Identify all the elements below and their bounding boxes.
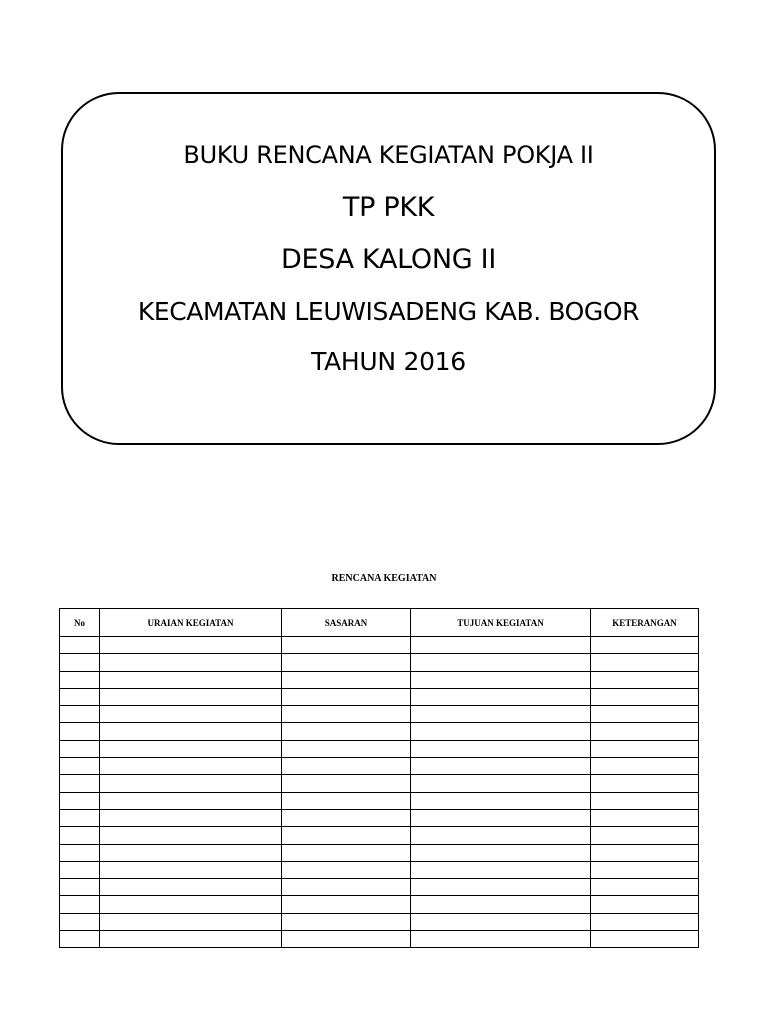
table-row bbox=[60, 775, 699, 792]
cell-target bbox=[282, 844, 411, 861]
cell-remarks bbox=[591, 931, 699, 948]
cell-activity-description bbox=[100, 775, 282, 792]
cell-activity-goal bbox=[411, 809, 591, 826]
header-remarks: KETERANGAN bbox=[591, 609, 699, 637]
cell-activity-description bbox=[100, 861, 282, 878]
cover-title-line-1: BUKU RENCANA KEGIATAN POKJA II bbox=[183, 141, 594, 169]
cover-title-box bbox=[61, 92, 716, 445]
cell-no bbox=[60, 688, 100, 705]
cell-target bbox=[282, 879, 411, 896]
cell-remarks bbox=[591, 861, 699, 878]
cell-activity-description bbox=[100, 758, 282, 775]
cell-no bbox=[60, 723, 100, 740]
table-row bbox=[60, 758, 699, 775]
cell-activity-description bbox=[100, 809, 282, 826]
cell-no bbox=[60, 827, 100, 844]
table-row bbox=[60, 706, 699, 723]
cell-target bbox=[282, 654, 411, 671]
cell-target bbox=[282, 896, 411, 913]
cell-no bbox=[60, 740, 100, 757]
table-row bbox=[60, 723, 699, 740]
cell-activity-description bbox=[100, 913, 282, 930]
cell-no bbox=[60, 861, 100, 878]
header-no: No bbox=[60, 609, 100, 637]
table-row bbox=[60, 671, 699, 688]
cell-remarks bbox=[591, 879, 699, 896]
table-row bbox=[60, 827, 699, 844]
table-row bbox=[60, 913, 699, 930]
cell-activity-goal bbox=[411, 723, 591, 740]
cell-target bbox=[282, 775, 411, 792]
cell-activity-goal bbox=[411, 792, 591, 809]
table-row bbox=[60, 861, 699, 878]
cell-no bbox=[60, 775, 100, 792]
cell-activity-description bbox=[100, 879, 282, 896]
cell-activity-goal bbox=[411, 758, 591, 775]
cell-no bbox=[60, 706, 100, 723]
cell-remarks bbox=[591, 844, 699, 861]
cell-remarks bbox=[591, 827, 699, 844]
cell-remarks bbox=[591, 809, 699, 826]
cell-target bbox=[282, 827, 411, 844]
cell-activity-description bbox=[100, 896, 282, 913]
cell-no bbox=[60, 809, 100, 826]
table-title: RENCANA KEGIATAN bbox=[331, 573, 437, 584]
cell-activity-goal bbox=[411, 931, 591, 948]
cell-activity-description bbox=[100, 844, 282, 861]
cover-title-line-5: TAHUN 2016 bbox=[311, 347, 466, 376]
cell-activity-description bbox=[100, 688, 282, 705]
cell-activity-goal bbox=[411, 913, 591, 930]
cell-activity-description bbox=[100, 706, 282, 723]
cell-activity-goal bbox=[411, 740, 591, 757]
cell-activity-description bbox=[100, 827, 282, 844]
cell-activity-goal bbox=[411, 688, 591, 705]
cell-remarks bbox=[591, 688, 699, 705]
cell-target bbox=[282, 688, 411, 705]
cell-remarks bbox=[591, 740, 699, 757]
cell-no bbox=[60, 879, 100, 896]
cell-no bbox=[60, 896, 100, 913]
cover-title-line-4: KECAMATAN LEUWISADENG KAB. BOGOR bbox=[137, 297, 640, 326]
table-row bbox=[60, 792, 699, 809]
cell-activity-goal bbox=[411, 896, 591, 913]
table-row bbox=[60, 931, 699, 948]
cell-remarks bbox=[591, 792, 699, 809]
cell-no bbox=[60, 637, 100, 654]
cell-target bbox=[282, 706, 411, 723]
header-activity-goal: TUJUAN KEGIATAN bbox=[411, 609, 591, 637]
cell-target bbox=[282, 723, 411, 740]
table-body bbox=[60, 637, 699, 948]
cell-activity-goal bbox=[411, 827, 591, 844]
cell-remarks bbox=[591, 637, 699, 654]
cell-activity-goal bbox=[411, 671, 591, 688]
cell-target bbox=[282, 671, 411, 688]
cell-target bbox=[282, 758, 411, 775]
cell-activity-description bbox=[100, 931, 282, 948]
cell-target bbox=[282, 861, 411, 878]
table-row bbox=[60, 844, 699, 861]
cell-no bbox=[60, 792, 100, 809]
cell-no bbox=[60, 758, 100, 775]
cell-target bbox=[282, 913, 411, 930]
cell-no bbox=[60, 913, 100, 930]
cell-target bbox=[282, 792, 411, 809]
cell-no bbox=[60, 931, 100, 948]
header-activity-description: URAIAN KEGIATAN bbox=[100, 609, 282, 637]
cell-activity-goal bbox=[411, 637, 591, 654]
cell-activity-goal bbox=[411, 879, 591, 896]
cell-target bbox=[282, 809, 411, 826]
table-row bbox=[60, 688, 699, 705]
table-row bbox=[60, 896, 699, 913]
cell-activity-goal bbox=[411, 775, 591, 792]
cell-activity-goal bbox=[411, 706, 591, 723]
table-row bbox=[60, 740, 699, 757]
activity-plan-table bbox=[59, 608, 699, 948]
table-row bbox=[60, 879, 699, 896]
cell-activity-description bbox=[100, 792, 282, 809]
table-row bbox=[60, 637, 699, 654]
cover-title-line-3: DESA KALONG II bbox=[280, 244, 496, 275]
cell-activity-goal bbox=[411, 861, 591, 878]
cell-activity-goal bbox=[411, 654, 591, 671]
cell-remarks bbox=[591, 758, 699, 775]
table-header-row bbox=[60, 609, 699, 637]
header-target: SASARAN bbox=[282, 609, 411, 637]
cell-target bbox=[282, 931, 411, 948]
table-row bbox=[60, 654, 699, 671]
cell-target bbox=[282, 740, 411, 757]
cell-activity-description bbox=[100, 654, 282, 671]
cover-title-line-2: TP PKK bbox=[342, 192, 435, 223]
cell-activity-description bbox=[100, 671, 282, 688]
cell-no bbox=[60, 671, 100, 688]
cell-target bbox=[282, 637, 411, 654]
cell-remarks bbox=[591, 775, 699, 792]
cell-no bbox=[60, 844, 100, 861]
cell-remarks bbox=[591, 706, 699, 723]
cell-no bbox=[60, 654, 100, 671]
cell-activity-description bbox=[100, 740, 282, 757]
cell-remarks bbox=[591, 671, 699, 688]
cell-remarks bbox=[591, 913, 699, 930]
cell-remarks bbox=[591, 896, 699, 913]
cell-remarks bbox=[591, 654, 699, 671]
table-row bbox=[60, 809, 699, 826]
cell-activity-goal bbox=[411, 844, 591, 861]
cell-remarks bbox=[591, 723, 699, 740]
cell-activity-description bbox=[100, 723, 282, 740]
cell-activity-description bbox=[100, 637, 282, 654]
